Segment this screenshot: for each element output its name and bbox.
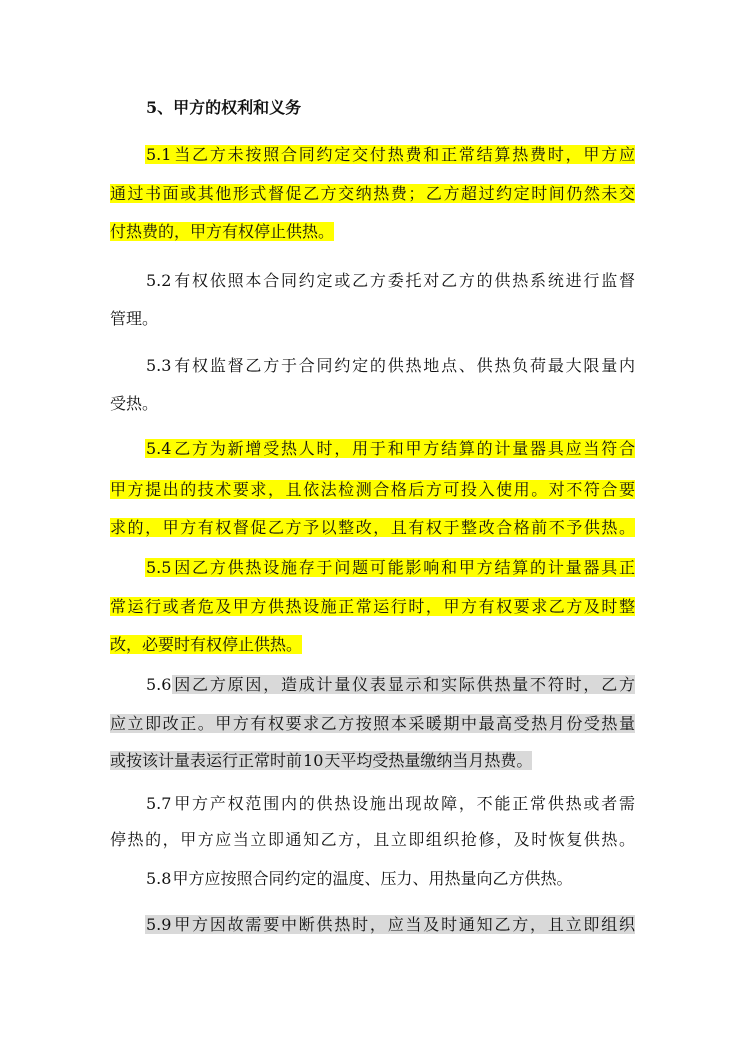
clause-5-6-line-3: 或按该计量表运行正常时前10天平均受热量缴纳当月热费。 (110, 751, 533, 770)
clause-5-3-line-1: 5.3有权监督乙方于合同约定的供热地点、供热负荷最大限量内 (146, 356, 635, 375)
section-heading: 5、甲方的权利和义务 (146, 98, 302, 117)
clause-5-7-line-1: 5.7甲方产权范围内的供热设施出现故障，不能正常供热或者需 (146, 794, 635, 813)
clause-5-2-line-1: 5.2有权依照本合同约定或乙方委托对乙方的供热系统进行监督 (146, 271, 635, 290)
clause-5-4-line-3: 求的，甲方有权督促乙方予以整改，且有权于整改合格前不予供热。 (110, 518, 635, 537)
clause-5-5-line-2: 常运行或者危及甲方供热设施正常运行时，甲方有权要求乙方及时整 (110, 597, 635, 616)
clause-5-8-line-1: 5.8甲方应按照合同约定的温度、压力、用热量向乙方供热。 (146, 869, 573, 888)
clause-5-9-line-1: 5.9甲方因故需要中断供热时，应当及时通知乙方，且立即组织 (146, 915, 635, 934)
clause-number: 5.8 (146, 869, 172, 888)
clause-number: 5.6 (146, 675, 172, 694)
clause-number: 5.1 (146, 145, 172, 164)
clause-number: 5.2 (146, 271, 172, 290)
clause-5-5-line-1: 5.5因乙方供热设施存于问题可能影响和甲方结算的计量器具正 (146, 558, 635, 577)
clause-5-6-line-2: 应立即改正。甲方有权要求乙方按照本采暖期中最高受热月份受热量 (110, 714, 635, 733)
clause-5-5-line-3: 改，必要时有权停止供热。 (110, 635, 303, 654)
clause-5-7-line-2: 停热的，甲方应当立即通知乙方，且立即组织抢修，及时恢复供热。 (110, 830, 635, 849)
clause-5-4-line-1: 5.4乙方为新增受热人时，用于和甲方结算的计量器具应当符合 (146, 439, 635, 458)
clause-5-4-line-2: 甲方提出的技术要求，且依法检测合格后方可投入使用。对不符合要 (110, 480, 635, 499)
clause-number: 5.5 (146, 558, 172, 577)
clause-5-1-line-3: 付热费的，甲方有权停止供热。 (110, 222, 335, 241)
clause-5-3-line-2: 受热。 (110, 394, 159, 413)
clause-5-6-line-1: 5.6因乙方原因，造成计量仪表显示和实际供热量不符时，乙方 (146, 675, 635, 694)
clause-5-1-line-2: 通过书面或其他形式督促乙方交纳热费；乙方超过约定时间仍然未交 (110, 184, 635, 203)
clause-5-1-line-1: 5.1当乙方未按照合同约定交付热费和正常结算热费时，甲方应 (146, 145, 635, 164)
clause-number: 5.7 (146, 794, 172, 813)
clause-number: 5.3 (146, 356, 172, 375)
clause-5-2-line-2: 管理。 (110, 309, 159, 328)
clause-number: 5.4 (146, 439, 172, 458)
clause-number: 5.9 (146, 915, 172, 934)
